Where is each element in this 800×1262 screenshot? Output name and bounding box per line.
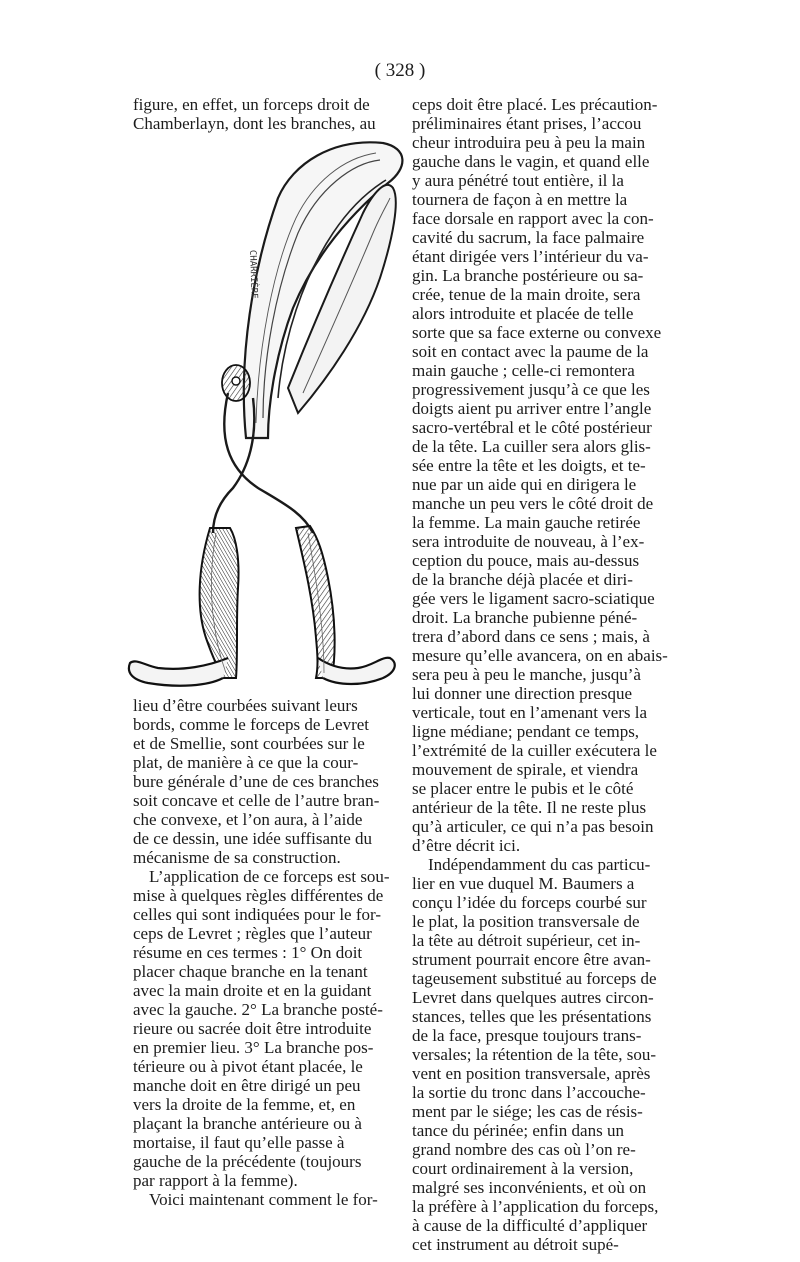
text-line: ligne médiane; pendant ce temps,	[412, 722, 640, 741]
text-line: antérieur de la tête. Il ne reste plus	[412, 798, 647, 817]
text-line: la préfère à l’application du forceps,	[412, 1197, 659, 1216]
text-line: la femme. La main gauche retirée	[412, 513, 641, 532]
text-line: par rapport à la femme).	[133, 1171, 298, 1190]
text-line: cheur introduira peu à peu la main	[412, 133, 646, 152]
text-line: mortaise, il faut qu’elle passe à	[133, 1133, 345, 1152]
text-line: avec la main droite et en la guidant	[133, 981, 372, 1000]
text-line: avec la gauche. 2° La branche posté-	[133, 1000, 383, 1019]
text-line: placer chaque branche en la tenant	[133, 962, 368, 981]
text-line: sorte que sa face externe ou convexe	[412, 323, 662, 342]
text-line: celles qui sont indiquées pour le for-	[133, 905, 381, 924]
text-line: sée entre la tête et les doigts, et te-	[412, 456, 646, 475]
text-line: strument pourrait encore être avan-	[412, 950, 651, 969]
text-line: y aura pénétré tout entière, il la	[412, 171, 624, 190]
maker-stamp: CHARRIÈRE	[247, 249, 259, 299]
text-line: manche un peu vers le côté droit de	[412, 494, 654, 513]
text-line: plaçant la branche antérieure ou à	[133, 1114, 362, 1133]
text-line: doigts aient pu arriver entre l’angle	[412, 399, 652, 418]
text-line: gauche de la précédente (toujours	[133, 1152, 362, 1171]
text-line: court ordinairement à la version,	[412, 1159, 634, 1178]
text-line: lui donner une direction presque	[412, 684, 632, 703]
text-line: sera peu à peu le manche, jusqu’à	[412, 665, 641, 684]
text-line: étant dirigée vers l’intérieur du va-	[412, 247, 649, 266]
text-line: conçu l’idée du forceps courbé sur	[412, 893, 647, 912]
text-line: versales; la rétention de la tête, sou-	[412, 1045, 657, 1064]
text-line: de la tête. La cuiller sera alors glis-	[412, 437, 651, 456]
text-line: et de Smellie, sont courbées sur le	[133, 734, 365, 753]
text-line: résume en ces termes : 1° On doit	[133, 943, 363, 962]
text-line: grand nombre des cas où l’on re-	[412, 1140, 636, 1159]
text-line: manche doit en être dirigé un peu	[133, 1076, 361, 1095]
text-line: ception du pouce, mais au-dessus	[412, 551, 640, 570]
text-line: gée vers le ligament sacro-sciatique	[412, 589, 655, 608]
text-line: malgré ses inconvénients, et où on	[412, 1178, 647, 1197]
text-line: droit. La branche pubienne péné-	[412, 608, 638, 627]
text-line: sera introduite de nouveau, à l’ex-	[412, 532, 645, 551]
text-line: mécanisme de sa construction.	[133, 848, 341, 867]
text-line: main gauche ; celle-ci remontera	[412, 361, 635, 380]
text-line: bords, comme le forceps de Levret	[133, 715, 370, 734]
text-line: mise à quelques règles différentes de	[133, 886, 384, 905]
text-line: mesure qu’elle avancera, on en abais-	[412, 646, 668, 665]
text-line: nue par un aide qui en dirigera le	[412, 475, 637, 494]
text-line: préliminaires étant prises, l’accou	[412, 114, 642, 133]
text-line: alors introduite et placée de telle	[412, 304, 634, 323]
text-line: Indépendamment du cas particu-	[428, 855, 651, 874]
text-line: tageusement substitué au forceps de	[412, 969, 657, 988]
text-line: la sortie du tronc dans l’accouche-	[412, 1083, 646, 1102]
text-line: Chamberlayn, dont les branches, au	[133, 114, 376, 133]
text-line: ment par le siége; les cas de résis-	[412, 1102, 643, 1121]
page-number: ( 328 )	[374, 60, 426, 81]
text-line: figure, en effet, un forceps droit de	[133, 95, 370, 114]
text-line: mouvement de spirale, et viendra	[412, 760, 639, 779]
text-line: crée, tenue de la main droite, sera	[412, 285, 641, 304]
text-line: vers la droite de la femme, et, en	[133, 1095, 356, 1114]
text-line: Levret dans quelques autres circon-	[412, 988, 654, 1007]
text-line: plat, de manière à ce que la cour-	[133, 753, 359, 772]
text-line: en premier lieu. 3° La branche pos-	[133, 1038, 374, 1057]
text-line: gauche dans le vagin, et quand elle	[412, 152, 650, 171]
text-line: cet instrument au détroit supé-	[412, 1235, 619, 1254]
text-line: tournera de façon à en mettre la	[412, 190, 628, 209]
text-line: de la branche déjà placée et diri-	[412, 570, 633, 589]
text-line: cavité du sacrum, la face palmaire	[412, 228, 645, 247]
text-line: verticale, tout en l’amenant vers la	[412, 703, 648, 722]
text-line: lier en vue duquel M. Baumers a	[412, 874, 635, 893]
text-line: lieu d’être courbées suivant leurs	[133, 696, 358, 715]
text-line: ceps doit être placé. Les précaution-	[412, 95, 658, 114]
text-line: stances, telles que les présentations	[412, 1007, 652, 1026]
text-line: se placer entre le pubis et le côté	[412, 779, 634, 798]
text-line: de ce dessin, une idée suffisante du	[133, 829, 373, 848]
text-line: L’application de ce forceps est sou-	[149, 867, 390, 886]
text-line: sacro-vertébral et le côté postérieur	[412, 418, 652, 437]
text-line: ceps de Levret ; règles que l’auteur	[133, 924, 372, 943]
text-line: gin. La branche postérieure ou sa-	[412, 266, 644, 285]
text-line: che convexe, et l’on aura, à l’aide	[133, 810, 363, 829]
text-line: soit concave et celle de l’autre bran-	[133, 791, 380, 810]
text-line: bure générale d’une de ces branches	[133, 772, 379, 791]
text-line: qu’à articuler, ce qui n’a pas besoin	[412, 817, 654, 836]
text-line: soit en contact avec la paume de la	[412, 342, 649, 361]
text-line: le plat, la position transversale de	[412, 912, 640, 931]
text-line: d’être décrit ici.	[412, 836, 521, 855]
text-line: trera d’abord dans ce sens ; mais, à	[412, 627, 650, 646]
text-line: vent en position transversale, après	[412, 1064, 651, 1083]
text-line: rieure ou sacrée doit être introduite	[133, 1019, 372, 1038]
text-line: à cause de la difficulté d’appliquer	[412, 1216, 648, 1235]
text-line: térieure ou à pivot étant placée, le	[133, 1057, 363, 1076]
text-line: face dorsale en rapport avec la con-	[412, 209, 654, 228]
text-line: l’extrémité de la cuiller exécutera le	[412, 741, 657, 760]
text-line: progressivement jusqu’à ce que les	[412, 380, 650, 399]
text-line: tance du périnée; enfin dans un	[412, 1121, 624, 1140]
text-line: la tête au détroit supérieur, cet in-	[412, 931, 641, 950]
text-line: de la face, presque toujours trans-	[412, 1026, 642, 1045]
text-line: Voici maintenant comment le for-	[149, 1190, 378, 1209]
forceps-illustration	[118, 138, 418, 698]
